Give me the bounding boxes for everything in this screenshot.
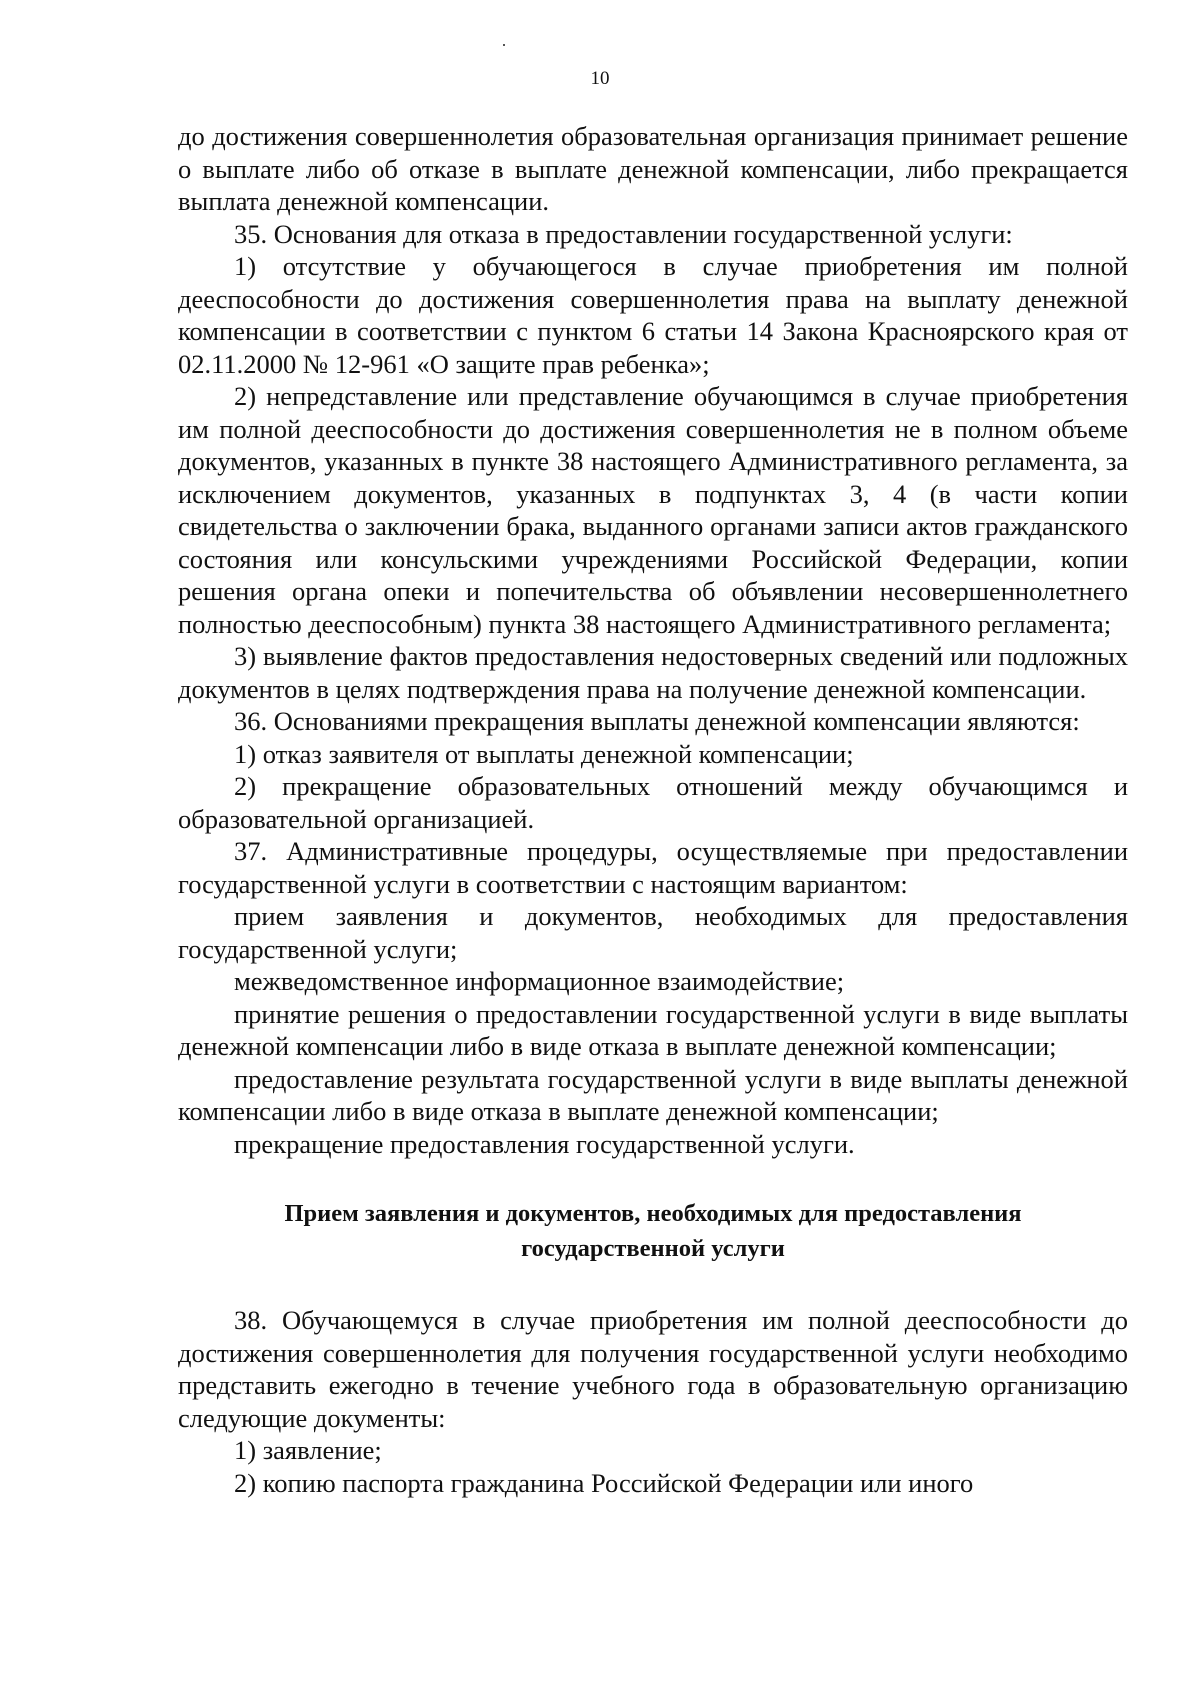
page-number: 10 bbox=[590, 68, 610, 89]
paragraph-38-item-2: 2) копию паспорта гражданина Российской Федерации или иного bbox=[234, 1467, 974, 1498]
paragraph-38: 38. Обучающемуся в случае приобретения им полной дееспособности до достижения совершеннолетия для получения государственной услуги необходимо представить ежегодно в течение учебного года в образовательную организацию следующие документы: bbox=[178, 1305, 1128, 1433]
section-heading: Прием заявления и документов, необходимых для предоставления государственной услуги bbox=[284, 1200, 1022, 1262]
paragraph-37: 37. Административные процедуры, осуществляемые при предоставлении государственной услуги в соответствии с настоящим вариантом: bbox=[178, 836, 1128, 899]
scan-speck bbox=[503, 44, 505, 46]
paragraph-36-item-1: 1) отказ заявителя от выплаты денежной компенсации; bbox=[234, 738, 854, 769]
paragraph-37-procedure-3: принятие решения о предоставлении государственной услуги в виде выплаты денежной компенсации либо в виде отказа в выплате денежной компенсации; bbox=[178, 998, 1128, 1061]
paragraph-35: 35. Основания для отказа в предоставлении государственной услуги: bbox=[234, 218, 1013, 249]
paragraph-continuation: до достижения совершеннолетия образовательная организация принимает решение о выплате либо об отказе в выплате денежной компенсации, либо прекращается выплата денежной компенсации. bbox=[178, 121, 1128, 216]
paragraph-37-procedure-5: прекращение предоставления государственной услуги. bbox=[234, 1128, 855, 1159]
paragraph-35-item-3: 3) выявление фактов предоставления недостоверных сведений или подложных документов в целях подтверждения права на получение денежной компенсации. bbox=[178, 641, 1128, 704]
paragraph-37-procedure-1: прием заявления и документов, необходимых для предоставления государственной услуги; bbox=[178, 901, 1128, 964]
paragraph-36-item-2: 2) прекращение образовательных отношений между обучающимся и образовательной организацией. bbox=[178, 771, 1128, 834]
document-body bbox=[178, 120, 1128, 1499]
paragraph-36: 36. Основаниями прекращения выплаты денежной компенсации являются: bbox=[234, 706, 1080, 736]
paragraph-37-procedure-4: предоставление результата государственной услуги в виде выплаты денежной компенсации либо в виде отказа в выплате денежной компенсации; bbox=[178, 1063, 1128, 1126]
paragraph-37-procedure-2: межведомственное информационное взаимодействие; bbox=[234, 966, 845, 996]
paragraph-35-item-2: 2) непредставление или представление обучающимся в случае приобретения им полной дееспособности до достижения совершеннолетия не в полном объеме документов, указанных в пункте 38 настоящего Административного регламента, за исключением документов, указанных в подпунктах 3, 4 (в части копии свидетельства о заключении брака, выданного органами записи актов гражданского состояния или консульскими учреждениями Российской Федерации, копии решения органа опеки и попечительства об объявлении несовершеннолетнего полностью дееспособным) пункта 38 настоящего Административного регламента; bbox=[178, 381, 1128, 639]
paragraph-35-item-1: 1) отсутствие у обучающегося в случае приобретения им полной дееспособности до достижения совершеннолетия права на выплату денежной компенсации в соответствии с пунктом 6 статьи 14 Закона Красноярского края от 02.11.2000 № 12-961 «О защите прав ребенка»; bbox=[178, 251, 1128, 379]
paragraph-38-item-1: 1) заявление; bbox=[234, 1435, 382, 1465]
